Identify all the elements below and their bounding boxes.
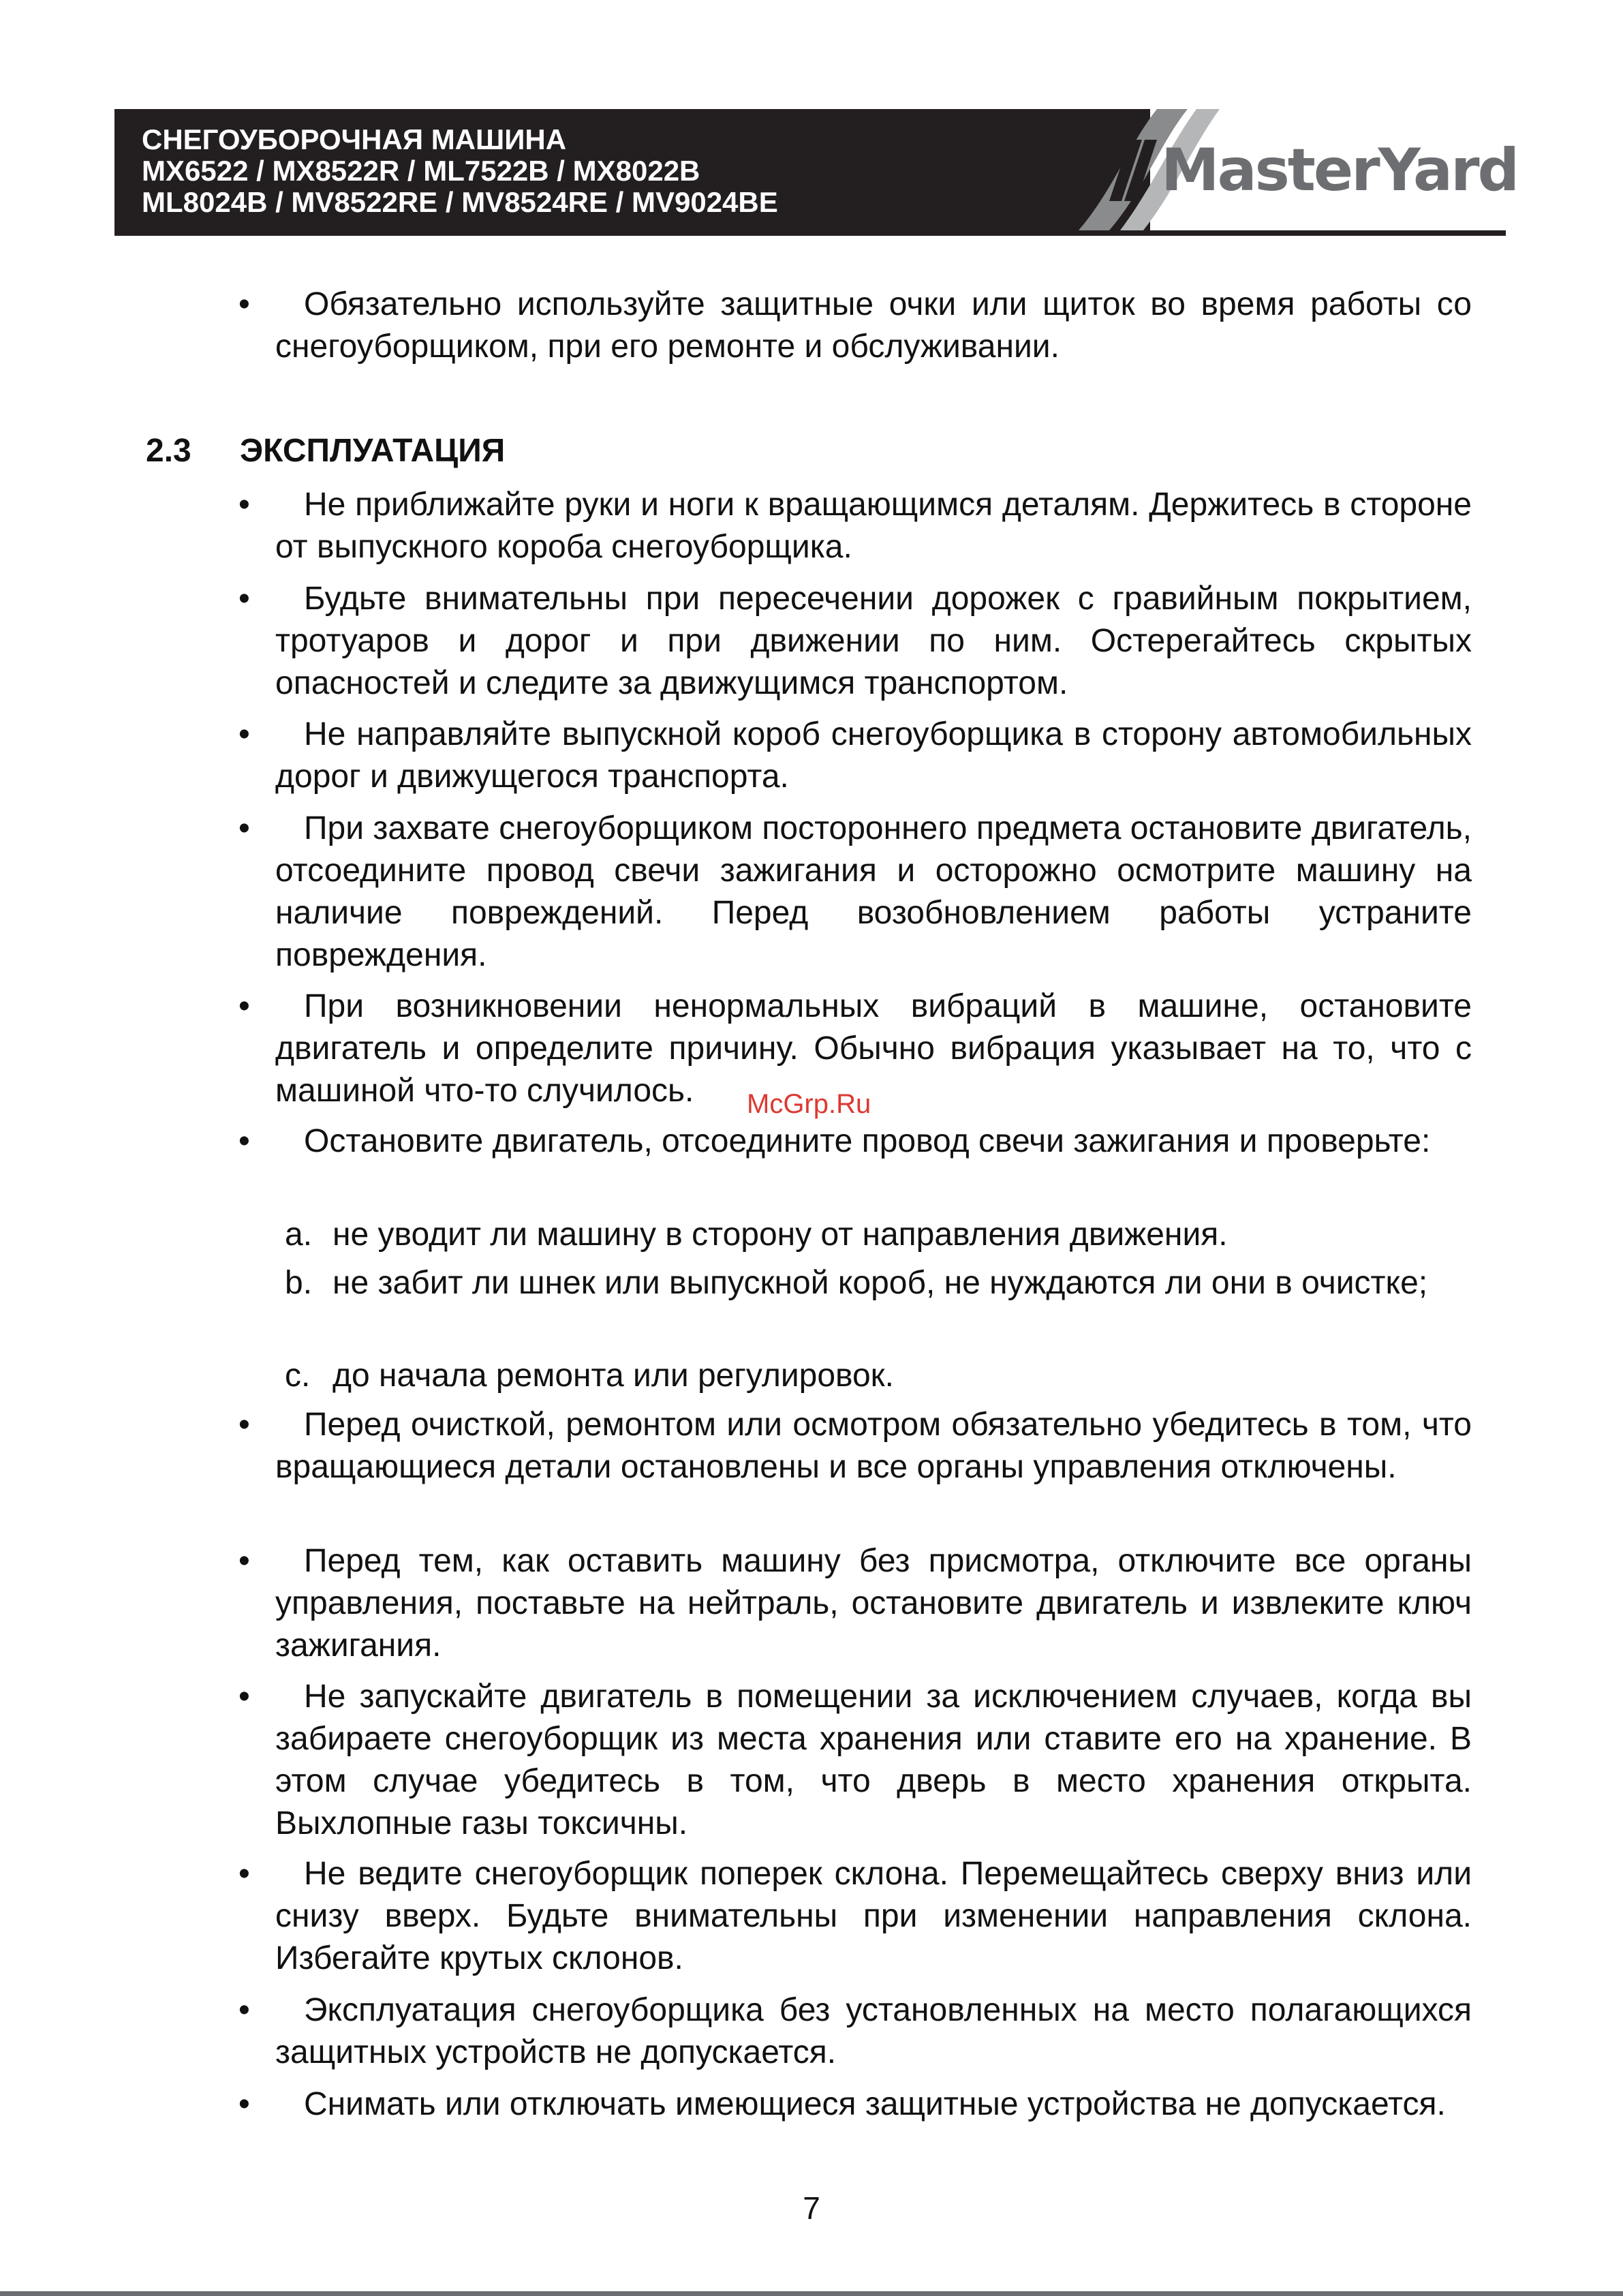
- bullet-marker: •: [238, 581, 250, 617]
- bullet-marker: •: [238, 1679, 250, 1715]
- masteryard-logo: [1109, 136, 1517, 204]
- bullet-marker: •: [238, 1123, 250, 1159]
- bullet-marker: •: [238, 1407, 250, 1443]
- intro-bullet-text: Обязательно используйте защитные очки или щиток во время работы со снегоуборщиком, при его ремонте и обслуживании.: [275, 286, 1472, 365]
- bullet-text-4: При захвате снегоуборщиком постороннего предмета остановите двигатель, отсоедините провод свечи зажигания и осторожно осмотрите машину на наличие повреждений. Перед возобновлением работы устраните повреждения.: [275, 810, 1472, 973]
- header-title-line-2: MX6522 / MX8522R / ML7522B / MX8022B: [142, 155, 700, 187]
- bullet-text-6: Остановите двигатель, отсоедините провод свечи зажигания и проверьте:: [304, 1123, 1431, 1159]
- sub-item-text-c: до начала ремонта или регулировок.: [333, 1358, 895, 1394]
- section-title: ЭКСПЛУАТАЦИЯ: [240, 433, 506, 469]
- bullet-text-7: Перед очисткой, ремонтом или осмотром обязательно убедитесь в том, что вращающиеся детали остановлены и все органы управления отключены.: [275, 1407, 1472, 1485]
- bullet-marker: •: [238, 2086, 250, 2122]
- bullet-marker: •: [238, 810, 250, 846]
- bullet-text-5: При возникновении ненормальных вибраций в машине, остановите двигатель и определите причину. Обычно вибрация указывает на то, что с машиной что-то случилось.: [275, 988, 1472, 1109]
- logo-text: MasterYard: [1161, 136, 1518, 204]
- sub-item-letter-b: b.: [285, 1265, 313, 1301]
- bullet-text-11: Эксплуатация снегоуборщика без установленных на место полагающихся защитных устройств не допускается.: [275, 1992, 1472, 2070]
- page-number: 7: [803, 2190, 820, 2226]
- bullet-marker: •: [238, 286, 250, 322]
- bottom-rule: [0, 2291, 1623, 2296]
- sub-item-text-b: не забит ли шнек или выпускной короб, не нуждаются ли они в очистке;: [333, 1265, 1428, 1301]
- bullet-marker: •: [238, 1543, 250, 1579]
- header-title-line-1: СНЕГОУБОРОЧНАЯ МАШИНА: [142, 123, 567, 155]
- header-rule: [114, 230, 1506, 236]
- bullet-text-3: Не направляйте выпускной короб снегоуборщика в сторону автомобильных дорог и движущегося транспорта.: [275, 716, 1472, 795]
- bullet-text-12: Снимать или отключать имеющиеся защитные устройства не допускается.: [304, 2086, 1446, 2122]
- sub-item-text-a: не уводит ли машину в сторону от направления движения.: [333, 1216, 1228, 1253]
- document-header: [114, 109, 1518, 233]
- bullet-marker: •: [238, 487, 250, 523]
- bullet-text-9: Не запускайте двигатель в помещении за исключением случаев, когда вы забираете снегоуборщик из места хранения или ставите его на хранение. В этом случае убедитесь в том, что дверь в место хранения открыта. Выхлопные газы токсичны.: [275, 1679, 1472, 1841]
- sub-item-letter-c: c.: [285, 1358, 311, 1394]
- header-title-line-3: ML8024B / MV8522RE / MV8524RE / MV9024BE: [142, 186, 778, 218]
- section-number: 2.3: [146, 433, 191, 469]
- bullet-marker: •: [238, 1992, 250, 2028]
- sub-item-letter-a: a.: [285, 1216, 313, 1253]
- bullet-text-10: Не ведите снегоуборщик поперек склона. Перемещайтесь сверху вниз или снизу вверх. Будьте внимательны при изменении направления склона. Избегайте крутых склонов.: [275, 1856, 1472, 1976]
- bullet-text-1: Не приближайте руки и ноги к вращающимся деталям. Держитесь в стороне от выпускного короба снегоуборщика.: [275, 487, 1472, 565]
- bullet-marker: •: [238, 1856, 250, 1892]
- logo-slash-icon: [1109, 140, 1157, 201]
- bullet-text-2: Будьте внимательны при пересечении дорожек с гравийным покрытием, тротуаров и дорог и при движении по ним. Остерегайтесь скрытых опасностей и следите за движущимся транспортом.: [275, 581, 1472, 701]
- watermark: McGrp.Ru: [747, 1089, 871, 1119]
- bullet-text-8: Перед тем, как оставить машину без присмотра, отключите все органы управления, поставьте на нейтраль, остановите двигатель и извлеките ключ зажигания.: [275, 1543, 1472, 1664]
- bullet-marker: •: [238, 988, 250, 1024]
- header-title: [142, 124, 778, 218]
- bullet-marker: •: [238, 716, 250, 752]
